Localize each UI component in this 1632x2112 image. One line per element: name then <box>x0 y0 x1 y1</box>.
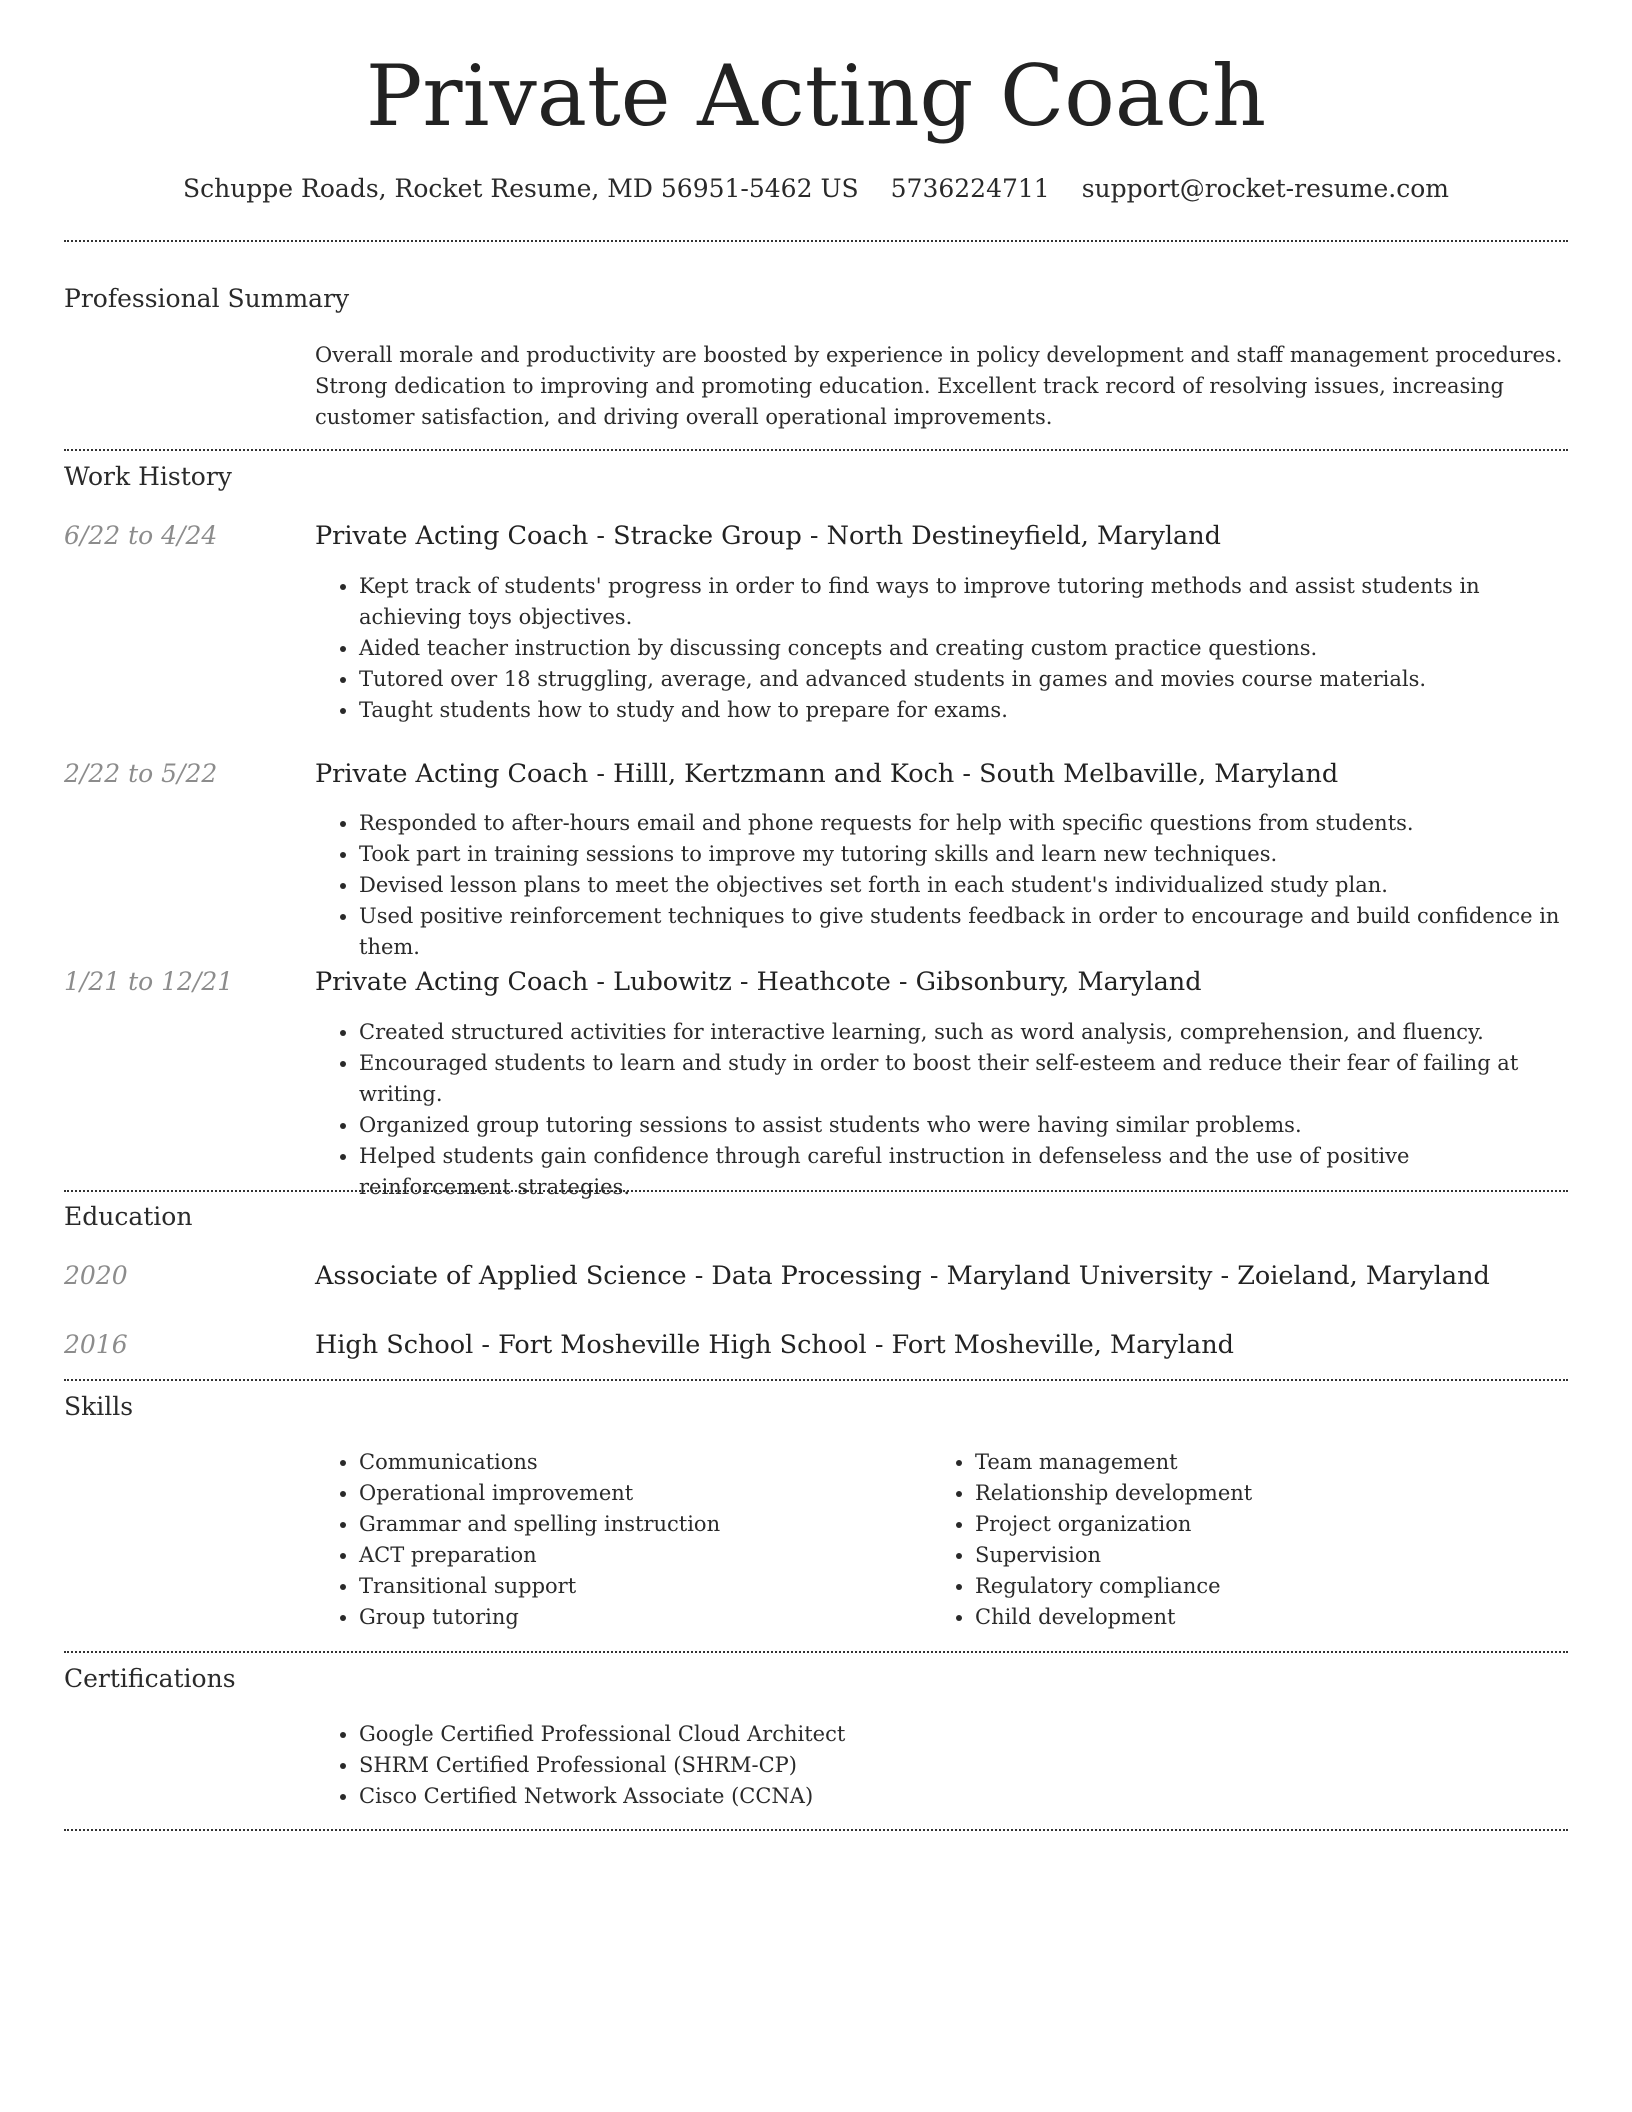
skill-item: • Relationship development <box>975 1478 1531 1509</box>
section-divider <box>64 1651 1568 1653</box>
education-heading: Education <box>64 1202 193 1231</box>
job-bullet: • Helped students gain confidence through careful instruction in defenseless and the use of positive reinforcement strategies. <box>359 1141 1565 1203</box>
skills-list-right <box>931 1447 1531 1633</box>
skill-item: • Team management <box>975 1447 1531 1478</box>
section-divider <box>64 449 1568 451</box>
contact-phone: 5736224711 <box>890 174 1050 203</box>
section-divider <box>64 1190 1568 1192</box>
certification-item: • SHRM Certified Professional (SHRM-CP) <box>359 1750 1565 1781</box>
section-divider <box>64 240 1568 242</box>
education-year: 2016 <box>64 1330 128 1359</box>
job-bullet: • Organized group tutoring sessions to assist students who were having similar problems. <box>359 1110 1565 1141</box>
work-history-heading: Work History <box>64 462 232 491</box>
job-bullets <box>315 571 1565 726</box>
skill-item: • Operational improvement <box>359 1478 915 1509</box>
job-dates: 2/22 to 5/22 <box>64 759 218 788</box>
job-bullet: • Taught students how to study and how to prepare for exams. <box>359 695 1565 726</box>
skill-item: • Transitional support <box>359 1571 915 1602</box>
job-bullet: • Devised lesson plans to meet the objectives set forth in each student's individualized study plan. <box>359 870 1565 901</box>
education-entry: High School - Fort Mosheville High School - Fort Mosheville, Maryland <box>315 1330 1234 1360</box>
job-dates: 6/22 to 4/24 <box>64 521 218 550</box>
job-bullet: • Created structured activities for interactive learning, such as word analysis, comprehension, and fluency. <box>359 1017 1565 1048</box>
skill-item: • ACT preparation <box>359 1540 915 1571</box>
contact-email: support@rocket-resume.com <box>1081 174 1450 203</box>
job-dates: 1/21 to 12/21 <box>64 967 234 996</box>
education-year: 2020 <box>64 1261 128 1290</box>
summary-heading: Professional Summary <box>64 284 350 313</box>
skills-heading: Skills <box>64 1392 134 1421</box>
contact-address: Schuppe Roads, Rocket Resume, MD 56951-5462 US <box>182 174 859 203</box>
certifications-heading: Certifications <box>64 1664 236 1693</box>
job-bullet: • Took part in training sessions to improve my tutoring skills and learn new techniques. <box>359 839 1565 870</box>
contact-line <box>0 172 1632 206</box>
resume-name: Private Acting Coach <box>365 47 1267 145</box>
certification-item: • Cisco Certified Network Associate (CCNA) <box>359 1781 1565 1812</box>
job-bullet: • Tutored over 18 struggling, average, and advanced students in games and movies course materials. <box>359 664 1565 695</box>
job-bullet: • Aided teacher instruction by discussing concepts and creating custom practice questions. <box>359 633 1565 664</box>
section-divider <box>64 1379 1568 1381</box>
skill-item: • Child development <box>975 1602 1531 1633</box>
skills-list-left <box>315 1447 915 1633</box>
skill-item: • Communications <box>359 1447 915 1478</box>
job-bullet: • Kept track of students' progress in order to find ways to improve tutoring methods and assist students in achieving toys objectives. <box>359 571 1565 633</box>
job-title: Private Acting Coach - Hilll, Kertzmann and Koch - South Melbaville, Maryland <box>315 759 1339 789</box>
certifications-list <box>315 1719 1565 1812</box>
job-title: Private Acting Coach - Stracke Group - North Destineyfield, Maryland <box>315 521 1222 551</box>
education-entry: Associate of Applied Science - Data Processing - Maryland University - Zoieland, Maryland <box>315 1261 1490 1291</box>
summary-text: Overall morale and productivity are boosted by experience in policy development and staff management procedures. Strong dedication to improving and promoting education. Excellent track record of resolving issues, increasing customer satisfaction, and driving overall operational improvements. <box>315 343 1563 429</box>
skill-item: • Project organization <box>975 1509 1531 1540</box>
skill-item: • Group tutoring <box>359 1602 915 1633</box>
skill-item: • Regulatory compliance <box>975 1571 1531 1602</box>
job-bullets <box>315 1017 1565 1203</box>
section-divider <box>64 1829 1568 1831</box>
skill-item: • Grammar and spelling instruction <box>359 1509 915 1540</box>
job-title: Private Acting Coach - Lubowitz - Heathcote - Gibsonbury, Maryland <box>315 967 1202 997</box>
job-bullet: • Encouraged students to learn and study in order to boost their self-esteem and reduce their fear of failing at writing. <box>359 1048 1565 1110</box>
job-bullet: • Responded to after-hours email and phone requests for help with specific questions from students. <box>359 808 1565 839</box>
certification-item: • Google Certified Professional Cloud Architect <box>359 1719 1565 1750</box>
job-bullets <box>315 808 1565 963</box>
job-bullet: • Used positive reinforcement techniques to give students feedback in order to encourage and build confidence in them. <box>359 901 1565 963</box>
skill-item: • Supervision <box>975 1540 1531 1571</box>
